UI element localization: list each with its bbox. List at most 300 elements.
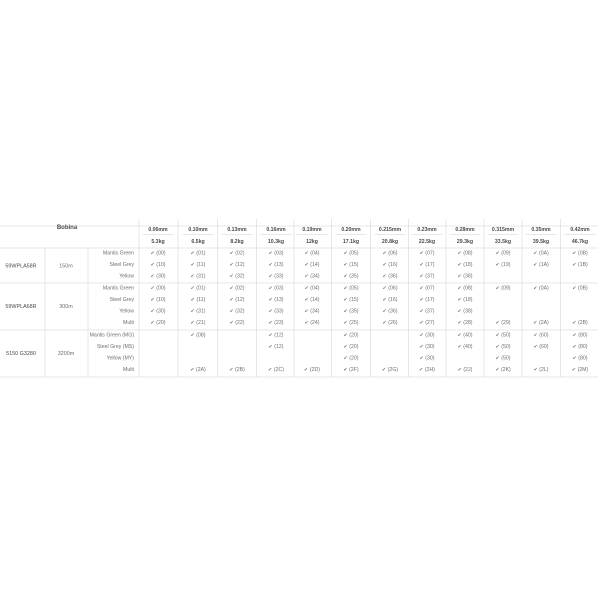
column-header-diameter: 0.16mm: [266, 227, 286, 233]
checkmark-icon: ✔: [419, 296, 426, 303]
table-cell: [150, 309, 165, 315]
cell-code: (2L): [539, 367, 549, 374]
group-spool-length: 300m: [59, 304, 73, 311]
table-cell: [343, 367, 359, 373]
table-cell: [229, 274, 244, 280]
cell-code: (11): [196, 296, 206, 303]
table-cell: [229, 367, 245, 373]
cell-code: (34): [310, 308, 320, 315]
checkmark-icon: ✔: [229, 296, 236, 303]
checkmark-icon: ✔: [572, 261, 578, 268]
cell-code: (30): [425, 355, 435, 362]
cell-code: (14): [310, 261, 320, 268]
checkmark-icon: ✔: [343, 261, 350, 268]
checkmark-icon: ✔: [150, 261, 157, 268]
table-cell: [495, 320, 510, 326]
checkmark-icon: ✔: [268, 285, 275, 292]
table-cell: [533, 285, 549, 291]
cell-code: (16): [388, 261, 398, 268]
checkmark-icon: ✔: [304, 320, 311, 327]
table-cell: [495, 285, 510, 291]
table-cell: [304, 367, 320, 373]
cell-code: (01): [196, 250, 206, 257]
table-cell: [268, 367, 284, 373]
table-cell: [343, 262, 358, 268]
checkmark-icon: ✔: [343, 308, 350, 315]
column-header-diameter: 0.23mm: [417, 227, 437, 233]
cell-code: (40): [463, 343, 473, 350]
checkmark-icon: ✔: [268, 273, 275, 280]
checkmark-icon: ✔: [343, 285, 350, 292]
checkmark-icon: ✔: [572, 250, 578, 257]
cell-code: (1A): [538, 261, 549, 268]
table-cell: [572, 356, 587, 362]
checkmark-icon: ✔: [343, 367, 350, 374]
table-cell: [190, 320, 205, 326]
column-header-diameter: 0.315mm: [491, 227, 515, 233]
table-cell: [343, 250, 358, 256]
table-cell: [150, 262, 165, 268]
cell-code: (12): [235, 296, 245, 303]
checkmark-icon: ✔: [419, 250, 426, 257]
table-cell: [382, 262, 397, 268]
table-cell: [572, 285, 588, 291]
checkmark-icon: ✔: [381, 367, 388, 374]
group-product-code: 59WPLA58R: [5, 263, 37, 270]
table-cell: [382, 320, 397, 326]
row-color-label: Mantis Green: [102, 285, 134, 292]
table-cell: [382, 309, 397, 315]
checkmark-icon: ✔: [495, 261, 502, 268]
table-cell: [268, 332, 283, 338]
header-corner-label: Bobina: [56, 225, 78, 231]
table-cell: [190, 274, 205, 280]
table-cell: [419, 250, 434, 256]
checkmark-icon: ✔: [495, 343, 502, 350]
cell-code: (31): [196, 273, 206, 280]
column-header-diameter: 0.20mm: [341, 227, 361, 233]
checkmark-icon: ✔: [457, 320, 464, 327]
checkmark-icon: ✔: [150, 273, 157, 280]
checkmark-icon: ✔: [190, 296, 197, 303]
cell-code: (38): [463, 308, 473, 315]
cell-code: (2A): [195, 367, 206, 374]
checkmark-icon: ✔: [419, 343, 426, 350]
cell-code: (10): [156, 261, 166, 268]
column-header-diameter: 0.06mm: [148, 227, 168, 233]
row-color-label: Yellow: [119, 308, 134, 315]
cell-code: (12): [274, 343, 284, 350]
table-cell: [268, 274, 283, 280]
checkmark-icon: ✔: [495, 250, 502, 257]
column-header-strength: 33.5kg: [494, 239, 512, 245]
cell-code: (02): [235, 285, 245, 292]
table-cell: [190, 367, 206, 373]
cell-code: (29): [501, 320, 511, 327]
column-header-diameter: 0.35mm: [531, 227, 551, 233]
table-cell: [419, 309, 434, 315]
table-cell: [419, 297, 434, 303]
cell-code: (17): [425, 296, 435, 303]
cell-code: (11): [196, 261, 206, 268]
cell-code: (05): [349, 250, 359, 257]
table-cell: [533, 320, 549, 326]
table-cell: [229, 320, 244, 326]
checkmark-icon: ✔: [150, 285, 157, 292]
column-header-strength: 5.3kg: [151, 239, 165, 245]
table-cell: [419, 332, 434, 338]
checkmark-icon: ✔: [572, 332, 579, 339]
cell-code: (2B): [577, 320, 588, 327]
cell-code: (30): [156, 273, 166, 280]
table-cell: [419, 262, 434, 268]
checkmark-icon: ✔: [190, 367, 196, 374]
table-cell: [343, 309, 358, 315]
checkmark-icon: ✔: [571, 367, 578, 374]
cell-code: (13): [274, 261, 284, 268]
checkmark-icon: ✔: [419, 308, 426, 315]
cell-code: (50): [501, 343, 511, 350]
column-header-strength: 8.2kg: [230, 239, 244, 245]
checkmark-icon: ✔: [190, 332, 197, 339]
table-cell: [495, 344, 510, 350]
checkmark-icon: ✔: [419, 273, 426, 280]
checkmark-icon: ✔: [229, 261, 236, 268]
table-cell: [304, 320, 319, 326]
table-cell: [382, 297, 397, 303]
checkmark-icon: ✔: [495, 332, 502, 339]
checkmark-icon: ✔: [343, 343, 350, 350]
row-color-label: Yellow (MY): [106, 355, 134, 362]
row-color-label: Multi: [123, 367, 134, 374]
cell-code: (80): [578, 355, 588, 362]
table-cell: [419, 285, 434, 291]
checkmark-icon: ✔: [457, 367, 464, 374]
cell-code: (50): [501, 332, 511, 339]
cell-code: (07): [425, 285, 435, 292]
checkmark-icon: ✔: [304, 261, 311, 268]
cell-code: (36): [388, 273, 398, 280]
row-color-label: Steel Grey (MS): [96, 343, 134, 350]
table-cell: [419, 320, 434, 326]
checkmark-icon: ✔: [419, 285, 426, 292]
cell-code: (15): [349, 261, 359, 268]
cell-code: (2M): [577, 367, 589, 374]
checkmark-icon: ✔: [457, 308, 464, 315]
checkmark-icon: ✔: [304, 367, 310, 374]
cell-code: (21): [196, 320, 206, 327]
cell-code: (04): [310, 285, 320, 292]
table-cell: [150, 274, 165, 280]
checkmark-icon: ✔: [533, 320, 539, 327]
table-cell: [572, 262, 588, 268]
checkmark-icon: ✔: [533, 332, 540, 339]
cell-code: (00): [156, 250, 166, 257]
table-cell: [419, 367, 435, 373]
table-cell: [533, 367, 548, 373]
table-cell: [304, 297, 319, 303]
table-cell: [382, 367, 398, 373]
checkmark-icon: ✔: [457, 285, 464, 292]
checkmark-icon: ✔: [457, 296, 464, 303]
table-cell: [343, 356, 358, 362]
checkmark-icon: ✔: [495, 320, 502, 327]
cell-code: (27): [425, 320, 435, 327]
table-cell: [343, 344, 358, 350]
cell-code: (01): [196, 285, 206, 292]
table-cell: [457, 274, 472, 280]
cell-code: (50): [501, 355, 511, 362]
checkmark-icon: ✔: [190, 261, 197, 268]
cell-code: (20): [156, 320, 166, 327]
checkmark-icon: ✔: [343, 296, 350, 303]
table-cell: [190, 309, 205, 315]
table-cell: [495, 356, 510, 362]
table-cell: [572, 367, 589, 373]
table-cell: [572, 250, 588, 256]
checkmark-icon: ✔: [457, 261, 464, 268]
checkmark-icon: ✔: [457, 343, 464, 350]
cell-code: (30): [425, 332, 435, 339]
checkmark-icon: ✔: [343, 250, 350, 257]
cell-code: (35): [349, 273, 359, 280]
table-cell: [268, 344, 283, 350]
checkmark-icon: ✔: [419, 367, 425, 374]
checkmark-icon: ✔: [190, 320, 197, 327]
cell-code: (03): [274, 250, 284, 257]
checkmark-icon: ✔: [268, 343, 275, 350]
checkmark-icon: ✔: [343, 332, 350, 339]
table-cell: [382, 285, 397, 291]
table-cell: [533, 262, 549, 268]
checkmark-icon: ✔: [457, 250, 464, 257]
checkmark-icon: ✔: [343, 320, 350, 327]
table-cell: [382, 250, 397, 256]
column-header-strength: 10.3kg: [267, 239, 285, 245]
cell-code: (28): [463, 320, 473, 327]
table-cell: [150, 250, 165, 256]
cell-code: (25): [349, 320, 359, 327]
table-cell: [268, 309, 283, 315]
table-cell: [190, 250, 205, 256]
checkmark-icon: ✔: [533, 285, 539, 292]
cell-code: (2C): [273, 367, 284, 374]
cell-code: (80): [578, 332, 588, 339]
cell-code: (31): [196, 308, 206, 315]
cell-code: (37): [425, 273, 435, 280]
checkmark-icon: ✔: [268, 261, 275, 268]
checkmark-icon: ✔: [572, 285, 578, 292]
checkmark-icon: ✔: [229, 308, 236, 315]
cell-code: (19): [501, 261, 511, 268]
checkmark-icon: ✔: [229, 367, 235, 374]
cell-code: (2F): [349, 367, 359, 374]
cell-code: (20): [349, 343, 359, 350]
table-cell: [457, 297, 472, 303]
checkmark-icon: ✔: [268, 367, 274, 374]
checkmark-icon: ✔: [268, 296, 275, 303]
checkmark-icon: ✔: [457, 332, 464, 339]
checkmark-icon: ✔: [150, 320, 157, 327]
table-cell: [343, 320, 358, 326]
cell-code: (15): [349, 296, 359, 303]
cell-code: (26): [388, 320, 398, 327]
table-cell: [572, 332, 587, 338]
cell-code: (2A): [538, 320, 549, 327]
table-cell: [419, 344, 434, 350]
table-cell: [457, 320, 472, 326]
table-cell: [343, 332, 358, 338]
checkmark-icon: ✔: [229, 273, 236, 280]
table-cell: [495, 262, 510, 268]
table-cell: [150, 320, 165, 326]
group-spool-length: 3200m: [57, 351, 75, 358]
cell-code: (07): [425, 250, 435, 257]
checkmark-icon: ✔: [495, 367, 501, 374]
cell-code: (32): [235, 308, 245, 315]
column-header-strength: 20.8kg: [381, 239, 399, 245]
cell-code: (38): [463, 273, 473, 280]
row-color-label: Steel Grey: [109, 296, 134, 303]
table-cell: [304, 309, 319, 315]
cell-code: (60): [539, 332, 549, 339]
checkmark-icon: ✔: [382, 261, 389, 268]
table-cell: [229, 262, 244, 268]
table-cell: [533, 332, 548, 338]
table-cell: [495, 367, 511, 373]
cell-code: (23): [274, 320, 284, 327]
row-color-label: Mantis Green: [102, 250, 134, 257]
cell-code: (1B): [577, 261, 588, 268]
cell-code: (10): [156, 296, 166, 303]
checkmark-icon: ✔: [419, 261, 426, 268]
checkmark-icon: ✔: [382, 296, 389, 303]
column-header-strength: 46.7kg: [571, 239, 589, 245]
table-cell: [191, 262, 206, 268]
cell-code: (34): [310, 273, 320, 280]
column-header-diameter: 0.28mm: [455, 227, 475, 233]
table-cell: [304, 262, 319, 268]
checkmark-icon: ✔: [304, 285, 311, 292]
checkmark-icon: ✔: [572, 343, 579, 350]
table-cell: [495, 332, 510, 338]
checkmark-icon: ✔: [150, 296, 157, 303]
cell-code: (20): [349, 332, 359, 339]
table-cell: [457, 309, 472, 315]
cell-code: (2K): [500, 367, 511, 374]
checkmark-icon: ✔: [419, 355, 426, 362]
table-cell: [457, 285, 472, 291]
cell-code: (22): [235, 320, 245, 327]
checkmark-icon: ✔: [382, 250, 389, 257]
checkmark-icon: ✔: [190, 308, 197, 315]
cell-code: (30): [156, 308, 166, 315]
column-header-diameter: 0.215mm: [378, 227, 402, 233]
cell-code: (35): [349, 308, 359, 315]
cell-code: (05): [349, 285, 359, 292]
checkmark-icon: ✔: [382, 320, 389, 327]
table-cell: [458, 367, 473, 373]
checkmark-icon: ✔: [419, 320, 426, 327]
cell-code: (30): [425, 343, 435, 350]
table-cell: [190, 332, 205, 338]
table-cell: [572, 344, 587, 350]
table-cell: [229, 250, 244, 256]
table-cell: [343, 297, 358, 303]
table-cell: [533, 250, 549, 256]
checkmark-icon: ✔: [533, 250, 539, 257]
table-cell: [457, 250, 472, 256]
checkmark-icon: ✔: [495, 355, 502, 362]
table-cell: [229, 309, 244, 315]
table-cell: [495, 250, 510, 256]
checkmark-icon: ✔: [268, 332, 275, 339]
cell-code: (32): [235, 273, 245, 280]
column-header-strength: 39.5kg: [532, 239, 550, 245]
checkmark-icon: ✔: [533, 367, 540, 374]
checkmark-icon: ✔: [457, 273, 464, 280]
cell-code: (04): [310, 250, 320, 257]
cell-code: (80): [578, 343, 588, 350]
checkmark-icon: ✔: [190, 285, 197, 292]
cell-code: (09): [501, 285, 511, 292]
checkmark-icon: ✔: [343, 355, 350, 362]
table-cell: [304, 250, 319, 256]
table-cell: [150, 285, 165, 291]
table-cell: [268, 250, 283, 256]
table-cell: [419, 274, 434, 280]
cell-code: (08): [196, 332, 206, 339]
cell-code: (33): [274, 273, 284, 280]
checkmark-icon: ✔: [150, 308, 157, 315]
cell-code: (12): [235, 261, 245, 268]
cell-code: (00): [156, 285, 166, 292]
table-cell: [572, 320, 588, 326]
table-cell: [268, 297, 283, 303]
cell-code: (06): [388, 250, 398, 257]
cell-code: (40): [463, 332, 473, 339]
checkmark-icon: ✔: [229, 250, 236, 257]
checkmark-icon: ✔: [304, 308, 311, 315]
row-color-label: Mantis Green (MG): [89, 332, 134, 339]
table-cell: [190, 285, 205, 291]
checkmark-icon: ✔: [533, 261, 539, 268]
checkmark-icon: ✔: [304, 296, 311, 303]
checkmark-icon: ✔: [268, 308, 275, 315]
cell-code: (24): [310, 320, 320, 327]
row-color-label: Steel Grey: [109, 261, 134, 268]
cell-code: (60): [539, 343, 549, 350]
checkmark-icon: ✔: [382, 285, 389, 292]
checkmark-icon: ✔: [382, 308, 389, 315]
checkmark-icon: ✔: [495, 285, 502, 292]
cell-code: (09): [501, 250, 511, 257]
column-header-strength: 12kg: [306, 239, 318, 245]
table-cell: [191, 297, 206, 303]
cell-code: (37): [425, 308, 435, 315]
checkmark-icon: ✔: [190, 250, 197, 257]
cell-code: (20): [349, 355, 359, 362]
cell-code: (0B): [577, 250, 588, 257]
column-header-diameter: 0.42mm: [570, 227, 590, 233]
column-header-strength: 29.3kg: [456, 239, 474, 245]
group-spool-length: 150m: [59, 263, 73, 270]
checkmark-icon: ✔: [304, 250, 311, 257]
checkmark-icon: ✔: [268, 250, 275, 257]
checkmark-icon: ✔: [572, 320, 578, 327]
table-cell: [343, 274, 358, 280]
cell-code: (2H): [424, 367, 435, 374]
